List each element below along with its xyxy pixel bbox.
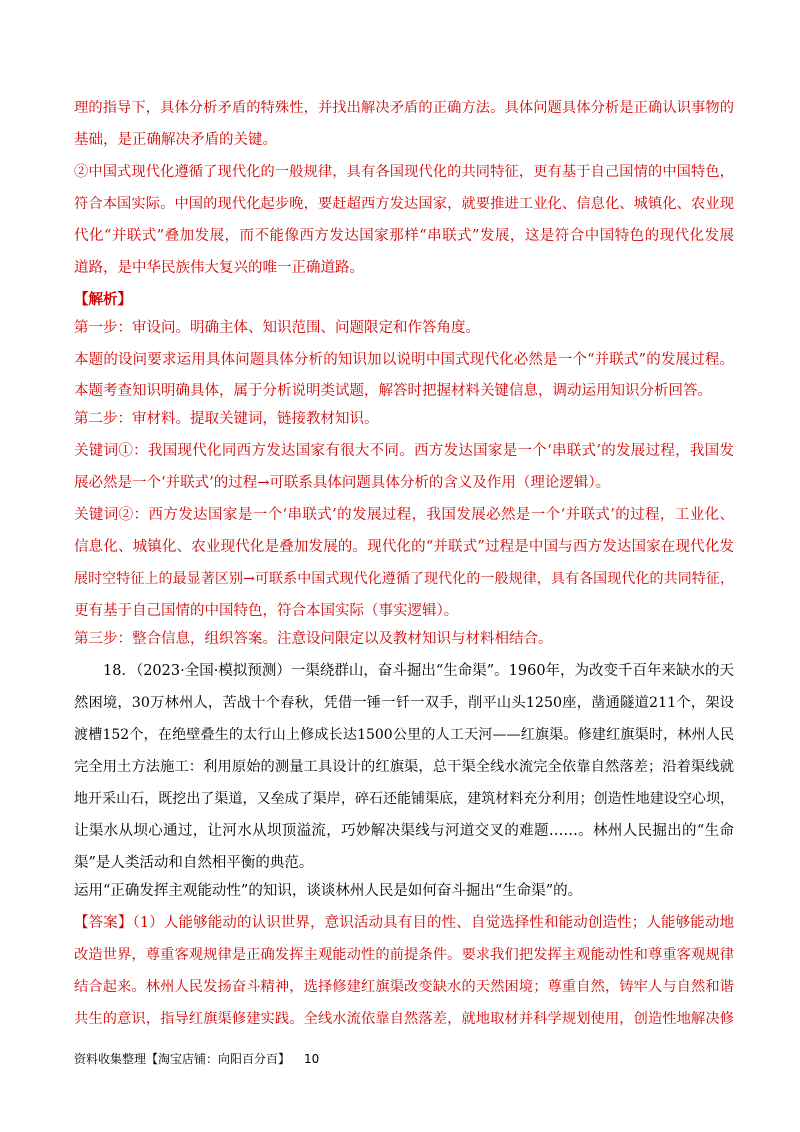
question-18-prompt: 运用“正确发挥主观能动性”的知识，谈谈林州人民是如何奋斗掘出“生命渠”的。 [74, 883, 583, 899]
answer-18-text-line: 【答案】（1）人能够能动的认识世界，意识活动具有目的性、自觉选择性和能动创造性；人能够能动地 [74, 915, 734, 931]
question-18-text-line: 渡槽152个，在绝壁叠生的太行山上修成长达1500公里的人工天河——红旗渠。修建红旗渠时，林州人民 [74, 727, 734, 743]
page-number: 10 [304, 1052, 320, 1066]
analysis-heading: 【解析】 [74, 291, 132, 308]
analysis-step-3: 第三步：整合信息，组织答案。注意设问限定以及教材知识与材料相结合。 [74, 631, 553, 647]
keyword-1-line: 展必然是一个‘并联式’的过程→可联系具体问题具体分析的含义及作用（理论逻辑）。 [74, 475, 611, 491]
question-18-text-line: 18．（2023·全国·模拟预测）一渠绕群山，奋斗掘出“生命渠”。1960年，为改变千百年来缺水的天 [103, 663, 734, 679]
question-18-text-line: 地开采山石，既挖出了渠道，又垒成了渠岸，碎石还能铺渠底，建筑材料充分利用；创造性地建设空心坝， [74, 791, 734, 807]
question-18-text-line: 让渠水从坝心通过，让河水从坝顶溢流，巧妙解决渠线与河道交叉的难题……。林州人民掘出的“生命 [74, 823, 734, 839]
answer-text-line: 符合本国实际。中国的现代化起步晚，要赶超西方发达国家，就要推进工业化、信息化、城镇化、农业现 [74, 196, 734, 212]
analysis-step-2: 第二步：审材料。提取关键词，链接教材知识。 [74, 411, 379, 427]
analysis-text-line: 本题的设问要求运用具体问题具体分析的知识加以说明中国式现代化必然是一个“并联式”的发展过程。 [74, 352, 734, 368]
answer-18-text-line: 结合起来。林州人民发扬奋斗精神，选择修建红旗渠改变缺水的天然困境；尊重自然，铸牢人与自然和谐 [74, 979, 734, 995]
answer-text-line: ②中国式现代化遵循了现代化的一般规律，具有各国现代化的共同特征，更有基于自己国情的中国特色， [74, 164, 734, 180]
question-18-text-line: 完全用土方法施工：利用原始的测量工具设计的红旗渠，总干渠全线水流完全依靠自然落差；沿着渠线就 [74, 759, 734, 775]
question-18-text-line: 然困境，30万林州人，苦战十个春秋，凭借一锤一钎一双手，削平山头1250座，凿通隧道211个，架设 [74, 695, 734, 711]
page-footer [74, 1050, 319, 1067]
answer-text-line: 道路，是中华民族伟大复兴的唯一正确道路。 [74, 260, 364, 276]
question-18-text-line: 渠”是人类活动和自然相平衡的典范。 [74, 855, 314, 871]
keyword-2-line: 更有基于自己国情的中国特色，符合本国实际（事实逻辑）。 [74, 603, 459, 619]
footer-source: 资料收集整理【淘宝店铺：向阳百分百】 [74, 1052, 291, 1066]
answer-text-line: 理的指导下，具体分析矛盾的特殊性，并找出解决矛盾的正确方法。具体问题具体分析是正确认识事物的 [74, 100, 734, 116]
answer-18-text-line: 共生的意识，指导红旗渠修建实践。全线水流依靠自然落差，就地取材并科学规划使用，创造性地解决修 [74, 1011, 734, 1027]
analysis-step-1: 第一步：审设问。明确主体、知识范围、问题限定和作答角度。 [74, 320, 480, 336]
keyword-2-line: 关键词②：西方发达国家是一个‘串联式’的发展过程，我国发展必然是一个‘并联式’的过程，工业化、 [74, 507, 734, 523]
analysis-text-line: 本题考查知识明确具体，属于分析说明类试题，解答时把握材料关键信息，调动运用知识分析回答。 [74, 383, 712, 399]
answer-18-text-line: 改造世界，尊重客观规律是正确发挥主观能动性的前提条件。要求我们把发挥主观能动性和尊重客观规律 [74, 947, 734, 963]
answer-text-line: 代化“并联式”叠加发展，而不能像西方发达国家那样“串联式”发展，这是符合中国特色的现代化发展 [74, 228, 734, 244]
keyword-1-line: 关键词①：我国现代化同西方发达国家有很大不同。西方发达国家是一个‘串联式’的发展过程，我国发 [74, 443, 734, 459]
keyword-2-line: 展时空特征上的最显著区别→可联系中国式现代化遵循了现代化的一般规律，具有各国现代化的共同特征， [74, 571, 734, 587]
answer-text-line: 基础，是正确解决矛盾的关键。 [74, 132, 277, 148]
keyword-2-line: 信息化、城镇化、农业现代化是叠加发展的。现代化的“并联式”过程是中国与西方发达国家在现代化发 [74, 539, 734, 555]
